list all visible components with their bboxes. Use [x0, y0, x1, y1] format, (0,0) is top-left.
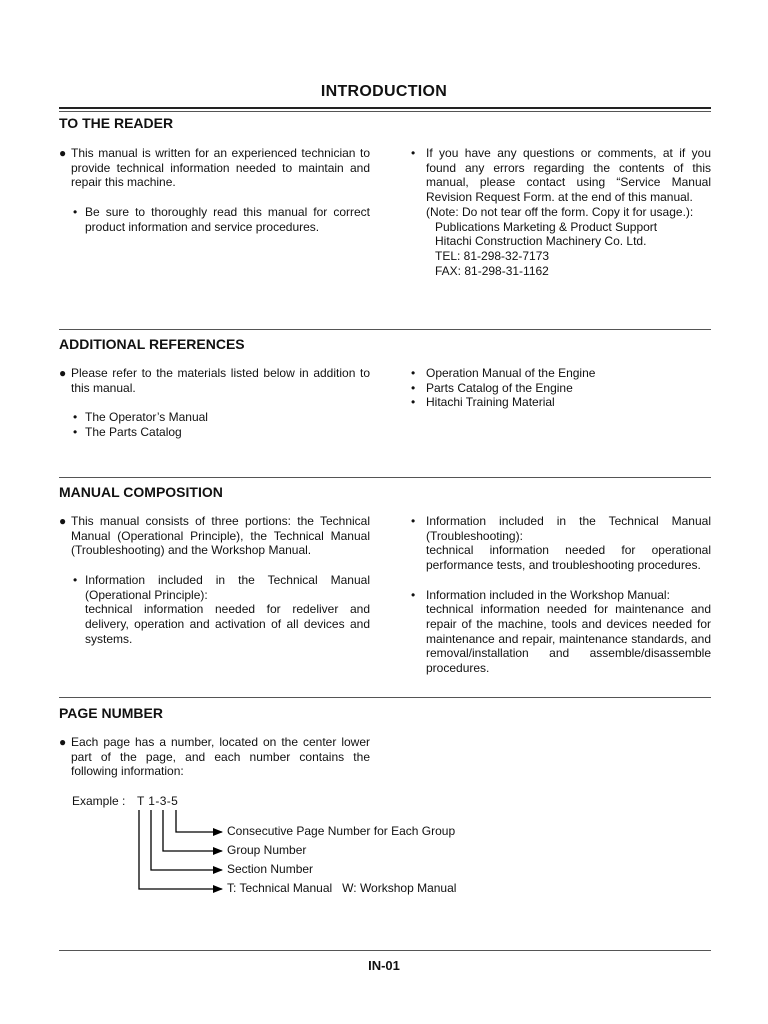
bullet-icon: ●: [59, 514, 67, 528]
bullet-icon: ●: [59, 366, 67, 380]
footer-rule: [59, 950, 711, 951]
dot-icon: •: [411, 514, 416, 528]
dot-icon: •: [73, 572, 78, 587]
page-number-footer: IN-01: [368, 958, 400, 973]
dot-icon: •: [73, 204, 78, 219]
list-item: ● This manual is written for an experienced technician to provide technical information needed to maintain and repair this machine.: [59, 146, 370, 190]
dot-icon: •: [73, 424, 78, 439]
connector-line: [163, 810, 222, 851]
list-item: ● Each page has a number, located on the center lower part of the page, and each number contains the following information:: [59, 735, 370, 779]
legend-manual-type: T: Technical Manual W: Workshop Manual: [227, 881, 457, 895]
dot-icon: •: [411, 380, 416, 395]
list-item: ● Please refer to the materials listed below in addition to this manual.: [59, 366, 370, 395]
list-item: • Operation Manual of the Engine: [411, 366, 596, 380]
list-item: • The Operator’s Manual: [73, 410, 208, 425]
section-heading-to-the-reader: TO THE READER: [59, 115, 174, 131]
list-item: • Information included in the Technical Manual (Operational Principle): technical information needed for redeliver and delivery, operation and activation of all devices and systems.: [73, 572, 370, 646]
dot-icon: •: [73, 410, 78, 425]
example-label: Example :: [72, 794, 126, 808]
connector-line: [176, 810, 222, 832]
dot-icon: •: [411, 366, 416, 380]
example-code: T 1-3-5: [137, 794, 179, 808]
section-heading-additional-references: ADDITIONAL REFERENCES: [59, 336, 245, 352]
section-heading-manual-composition: MANUAL COMPOSITION: [59, 484, 223, 500]
list-item: • The Parts Catalog: [73, 424, 182, 439]
list-item: • Hitachi Training Material: [411, 395, 555, 410]
list-item: • Information included in the Technical Manual (Troubleshooting): technical information needed for operational performance tests, and troubleshooting procedures.: [411, 514, 711, 573]
list-item: • Information included in the Workshop Manual: technical information needed for maintenance and repair of the machine, tools and devices needed for maintenance and repair, maintenance standards, and removal/installation and assemble/disassemble procedures.: [411, 587, 711, 676]
legend-group-number: Group Number: [227, 843, 307, 857]
list-item: • Parts Catalog of the Engine: [411, 380, 573, 395]
contact-block: Publications Marketing & Product Support Hitachi Construction Machinery Co. Ltd. TEL: 81-298-32-7173 FAX: 81-298-31-1162: [435, 219, 658, 278]
list-item: • Be sure to thoroughly read this manual for correct product information and service procedures.: [73, 204, 370, 234]
bullet-icon: ●: [59, 735, 67, 749]
list-item: • If you have any questions or comments, at if you found any errors regarding the contents of this manual, please contact using “Service Manual Revision Request Form. at the end of this manual. (Note: Do not tear off the form. Copy it for usage.):: [411, 146, 711, 219]
connector-line: [151, 810, 222, 870]
section-heading-page-number: PAGE NUMBER: [59, 705, 163, 721]
page-title: INTRODUCTION: [320, 83, 448, 100]
bullet-icon: ●: [59, 146, 67, 160]
dot-icon: •: [411, 587, 416, 602]
legend-page-number: Consecutive Page Number for Each Group: [227, 824, 456, 838]
dot-icon: •: [411, 146, 416, 160]
legend-section-number: Section Number: [227, 862, 314, 876]
dot-icon: •: [411, 395, 416, 410]
list-item: ● This manual consists of three portions: the Technical Manual (Operational Principle), the Technical Manual (Troubleshooting) and the Workshop Manual.: [59, 514, 370, 558]
